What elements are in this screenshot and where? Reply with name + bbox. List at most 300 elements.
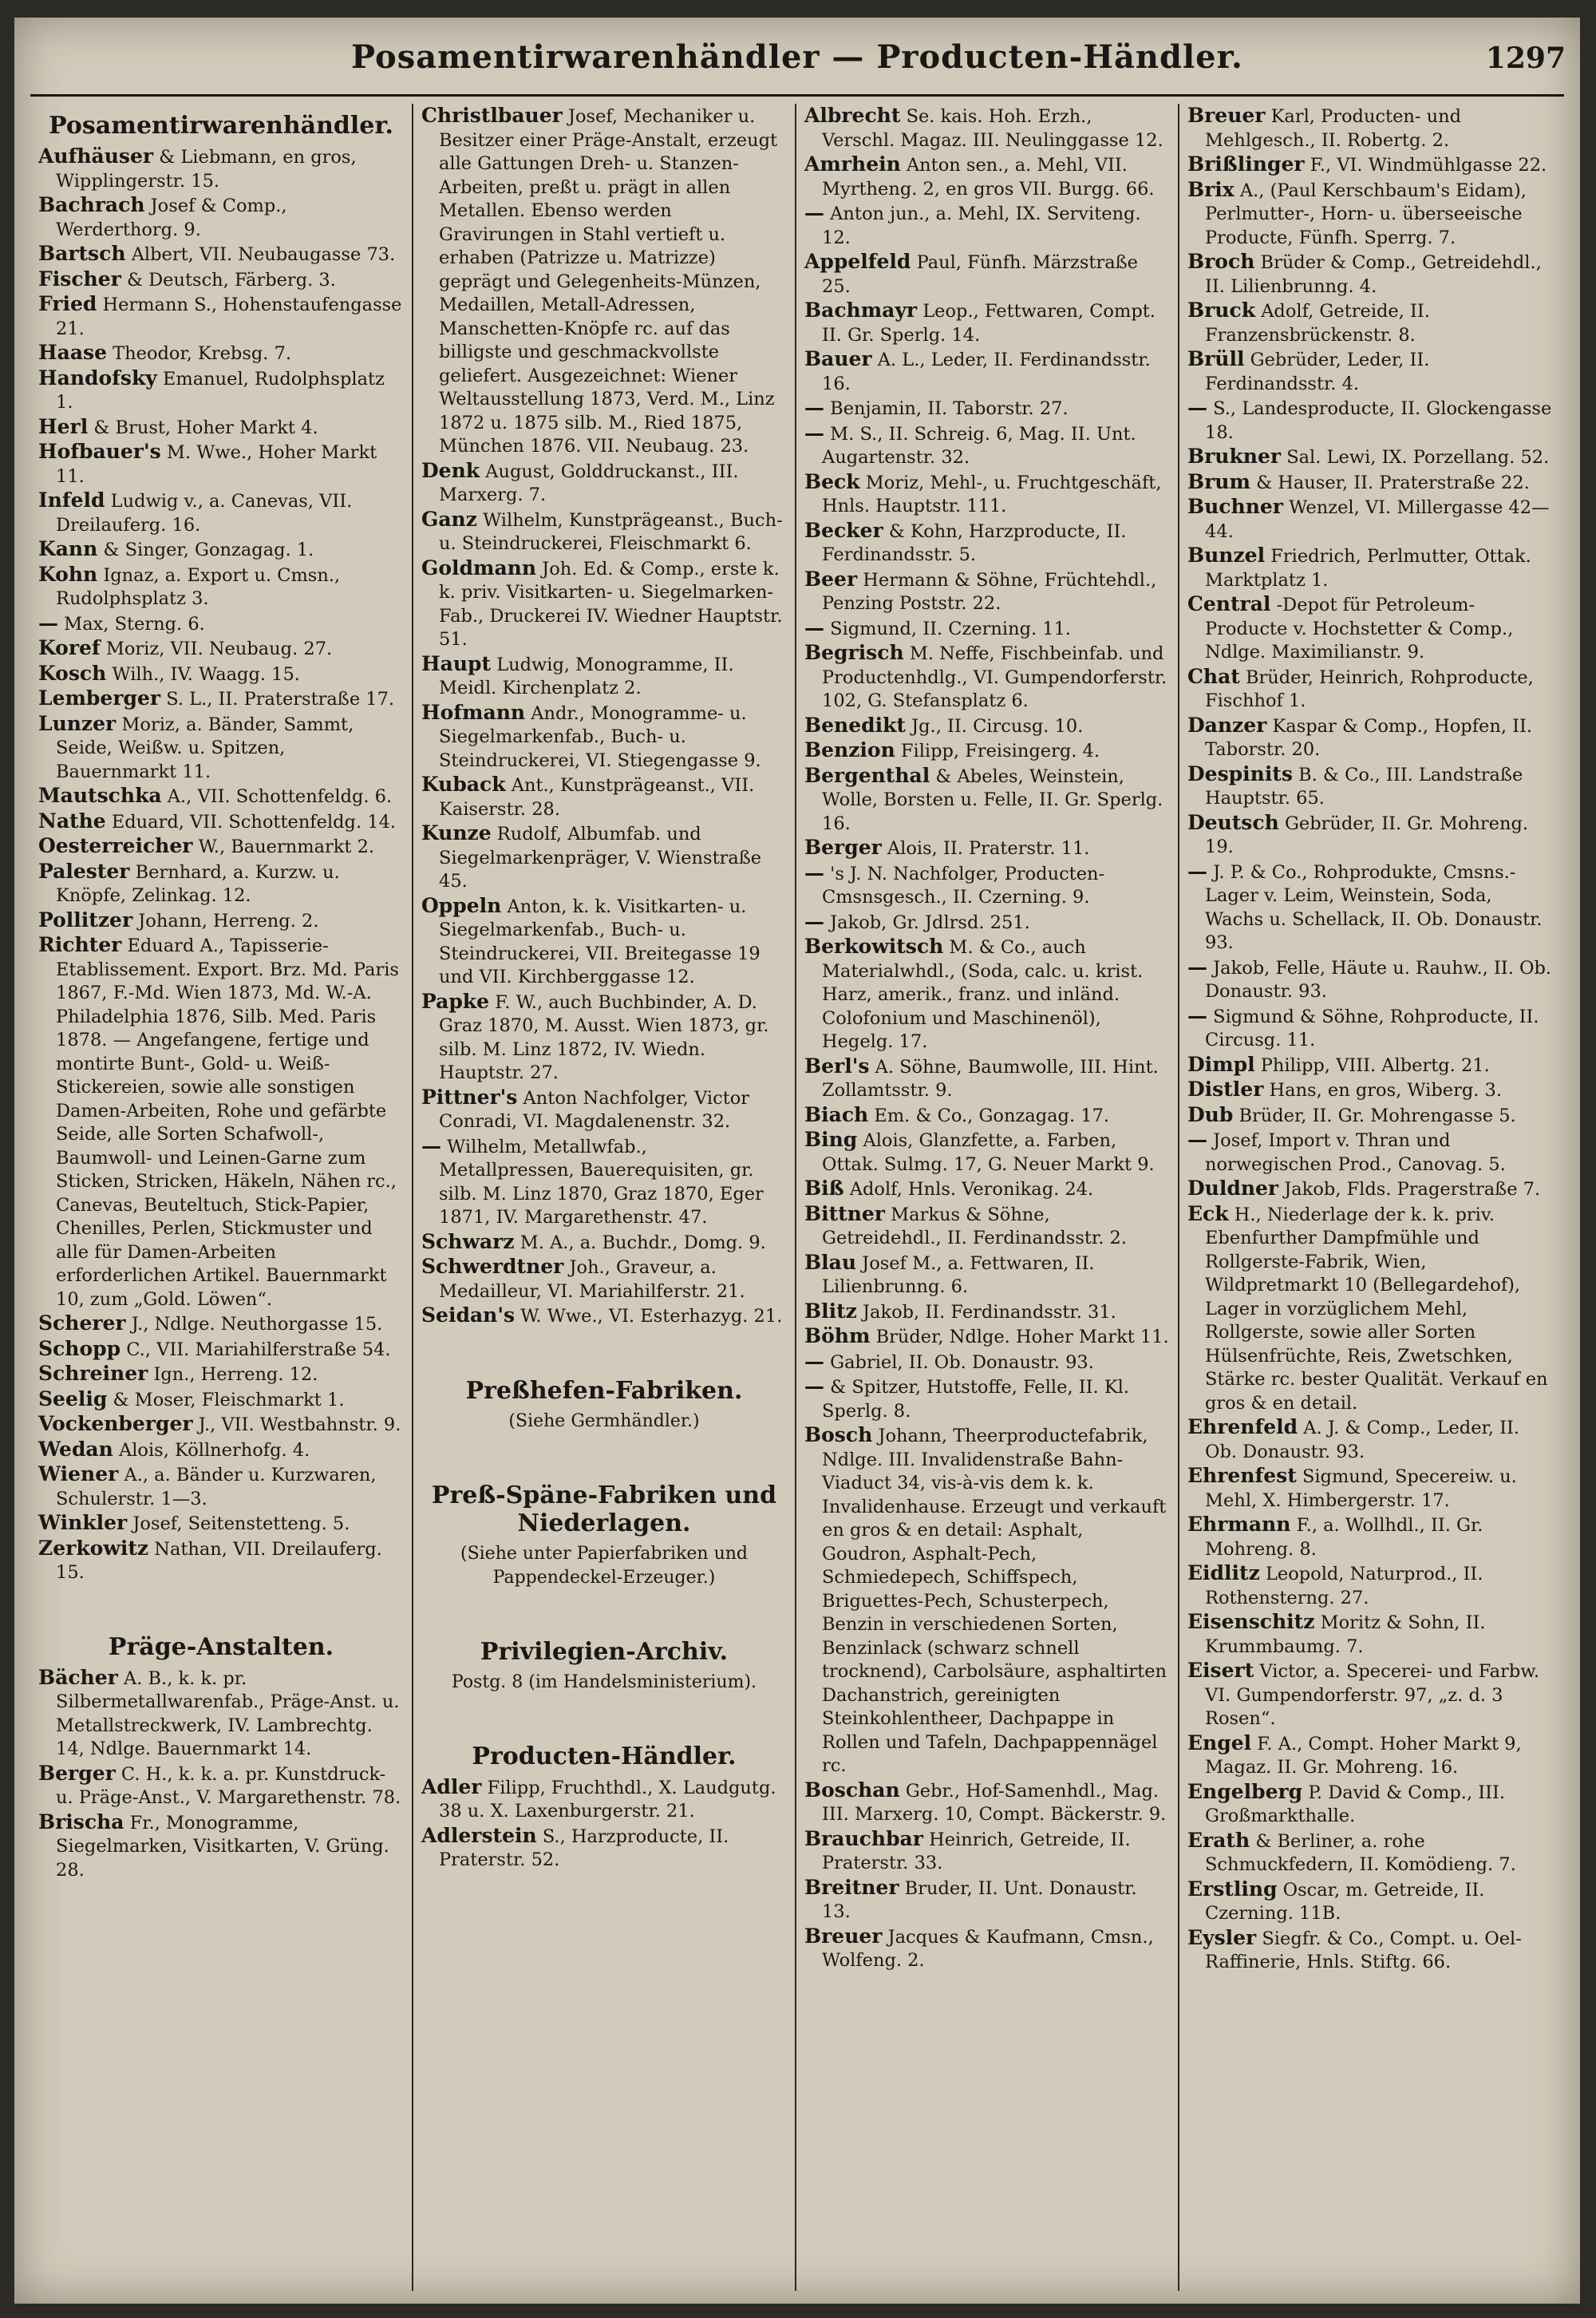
entry-text: & Moser, Fleischmarkt 1. (113, 1389, 345, 1410)
entry-text: Alois, II. Praterstr. 11. (887, 838, 1090, 859)
entry-text: A. B., k. k. pr. Silbermetallwarenfab., Präge-Anst. u. Metallstreckwerk, IV. Lambrechtg. 14, Ndlge. Bauernmarkt 14. (56, 1667, 400, 1759)
directory-entry (1187, 811, 1555, 860)
entry-name: Vockenberger (38, 1412, 193, 1435)
entry-name: Oppeln (421, 893, 502, 917)
entry-name: Brißlinger (1187, 152, 1305, 176)
directory-entry (1187, 470, 1555, 496)
directory-entry (38, 860, 404, 908)
entry-name: Richter (38, 933, 122, 956)
directory-entry (421, 821, 787, 894)
entry-name: Bauer (804, 347, 872, 370)
entry-name: Bruck (1187, 299, 1256, 322)
entry-name: Eck (1187, 1201, 1229, 1225)
entry-text: & Kohn, Harzproducte, II. Ferdinandsstr. 5. (822, 520, 1127, 565)
entry-name: Kunze (421, 821, 492, 845)
directory-entry (804, 347, 1170, 396)
entry-name: Haupt (421, 651, 492, 675)
entry-name: Schreiner (38, 1362, 148, 1385)
entry-text: J. P. & Co., Rohprodukte, Cmsns.-Lager v. Leim, Weinstein, Soda, Wachs u. Schellack, II. Ob. Donaustr. 93. (1205, 861, 1543, 953)
entry-text: Fr., Monogramme, Siegelmarken, Visitkarten, V. Grüng. 28. (56, 1812, 389, 1881)
entry-text: Paul, Fünfh. Märzstraße 25. (822, 252, 1138, 297)
directory-entry (38, 366, 404, 415)
entry-text: W. Wwe., VI. Esterhazyg. 21. (520, 1306, 783, 1327)
entry-text: Jacques & Kaufmann, Cmsn., Wolfeng. 2. (822, 1926, 1154, 1971)
directory-entry (1187, 1128, 1555, 1177)
entry-text: Moritz & Sohn, II. Krummbaumg. 7. (1205, 1612, 1486, 1657)
directory-entry (804, 1202, 1170, 1251)
directory-entry (38, 1438, 404, 1463)
entry-name: — (1187, 396, 1207, 419)
entry-name: Berkowitsch (804, 935, 944, 958)
directory-entry (421, 459, 787, 508)
entry-text: Johann, Theerproductefabrik, Ndlge. III. Invalidenstraße Bahn-Viaduct 34, vis-à-vis dem k. k. Invalidenhause. Erzeugt und verkauft en gros & en detail: Asphalt, Goudron, Asphalt-Pech, Schmiedepech, Schiffspech, Briguettes-Pech, Schusterpech, Benzin in verschiedenen Sorten, Benzinlack (schwarz schnell trocknend), Carbolsäure, asphaltirten Dachanstrich, gereinigten Steinkohlentheer, Dachpappe in Rollen und Tafeln, Dachpappennägel rc. (822, 1426, 1167, 1776)
entry-text: Ant., Kunstprägeanst., VII. Kaiserstr. 28. (439, 775, 755, 820)
entry-name: Haase (38, 341, 107, 364)
entry-name: Deutsch (1187, 810, 1279, 834)
entry-name: Engel (1187, 1731, 1252, 1754)
directory-entry (38, 834, 404, 860)
directory-entry (38, 809, 404, 835)
directory-entry (804, 568, 1170, 616)
entry-text: M. Neffe, Fischbeinfab. und Productenhdlg., VI. Gumpendorferstr. 102, G. Stefansplatz 6. (822, 643, 1167, 711)
entry-name: Eysler (1187, 1925, 1257, 1949)
entry-text: H., Niederlage der k. k. priv. Ebenfurther Dampfmühle und Rollgerste-Fabrik, Wien, Wildpretmarkt 10 (Bellegardehof), Lager in vorzüglichem Mehl, Rollgerste, sowie aller Sorten Hülsenfrüchte, Reis, Zwetschken, Stärke rc. bester Qualität. Verkauf en gros & en detail. (1205, 1204, 1548, 1414)
entry-name: — (421, 1133, 441, 1157)
entry-name: Eidlitz (1187, 1561, 1260, 1584)
section-note: Postg. 8 (im Handelsministerium). (451, 1671, 757, 1692)
directory-entry (1187, 1926, 1555, 1975)
directory-entry (804, 641, 1170, 714)
directory-entry (1187, 665, 1555, 714)
entry-name: Koref (38, 636, 101, 659)
entry-text: Jakob, Felle, Häute u. Rauhw., II. Ob. Donaustr. 93. (1205, 957, 1551, 1002)
directory-entry (804, 1103, 1170, 1129)
entry-name: Engelberg (1187, 1779, 1303, 1803)
entry-name: Kann (38, 537, 98, 560)
entry-name: — (804, 396, 824, 419)
entry-text: Bruder, II. Unt. Donaustr. 13. (822, 1877, 1137, 1922)
directory-entry (1187, 1731, 1555, 1780)
entry-name: Beck (804, 469, 860, 493)
directory-entry (38, 636, 404, 662)
entry-text: A. Söhne, Baumwolle, III. Hint. Zollamtsstr. 9. (822, 1056, 1159, 1101)
directory-entry (1187, 178, 1555, 251)
directory-entry (38, 267, 404, 293)
directory-entry (804, 1876, 1170, 1924)
entry-name: Zerkowitz (38, 1536, 149, 1560)
directory-entry (804, 616, 1170, 642)
entry-name: Bachmayr (804, 299, 918, 322)
directory-entry (38, 1462, 404, 1511)
entry-text: F., VI. Windmühlgasse 22. (1310, 155, 1547, 176)
entry-name: Böhm (804, 1324, 871, 1347)
entry-text: Alois, Glanzfette, a. Farben, Ottak. Sulmg. 17, G. Neuer Markt 9. (822, 1130, 1155, 1175)
entry-text: Josef & Comp., Werderthorg. 9. (56, 196, 287, 240)
entry-name: Brüll (1187, 347, 1245, 370)
directory-entry (38, 1337, 404, 1363)
section-heading: Preß-Späne-Fabriken und Niederlagen. (431, 1481, 777, 1537)
entry-text: & Singer, Gonzagag. 1. (103, 540, 314, 560)
entry-text: Leopold, Naturprod., II. Rothensterng. 27. (1205, 1564, 1483, 1608)
entry-name: Distler (1187, 1078, 1264, 1101)
entry-text: Moriz, Mehl-, u. Fruchtgeschäft, Hnls. Hauptstr. 111. (822, 472, 1162, 516)
directory-entry (1187, 955, 1555, 1004)
directory-entry (1187, 592, 1555, 665)
entry-text: Brüder & Comp., Getreidehdl., II. Lilienbrunng. 4. (1205, 252, 1542, 297)
directory-entry (804, 470, 1170, 519)
running-title: Posamentirwarenhändler — Producten-Händler. (351, 38, 1243, 76)
directory-entry (1187, 495, 1555, 544)
entry-text: Wilh., IV. Waagg. 15. (112, 663, 300, 685)
directory-entry (421, 701, 787, 773)
entry-text: Adolf, Getreide, II. Franzensbrückenstr. 8. (1205, 301, 1430, 346)
directory-entry (1187, 1829, 1555, 1877)
directory-entry (804, 396, 1170, 421)
entry-name: Pittner's (421, 1085, 518, 1109)
directory-entry (38, 1666, 404, 1762)
entry-text: Alois, Köllnerhofg. 4. (118, 1439, 310, 1461)
entry-text: Gebr., Hof-Samenhdl., Mag. III. Marxerg. 10, Compt. Bäckerstr. 9. (822, 1780, 1167, 1825)
entry-text: Gebrüder, Leder, II. Ferdinandsstr. 4. (1205, 350, 1430, 394)
entry-name: Aufhäuser (38, 144, 154, 168)
entry-name: Kuback (421, 773, 506, 796)
entry-text: Em. & Co., Gonzagag. 17. (874, 1105, 1110, 1126)
directory-entry (38, 1537, 404, 1585)
entry-text: Anton Nachfolger, Victor Conradi, VI. Magdalenenstr. 32. (439, 1087, 750, 1132)
directory-entry (804, 1251, 1170, 1299)
directory-entry (1187, 1610, 1555, 1659)
entry-text: Brüder, Heinrich, Rohproducte, Fischhof 1. (1205, 667, 1534, 711)
entry-text: Johann, Herreng. 2. (138, 910, 319, 932)
entry-name: Wiener (38, 1462, 119, 1485)
entry-name: — (804, 909, 824, 933)
entry-name: Benedikt (804, 713, 906, 737)
entry-text: Hans, en gros, Wiberg. 3. (1269, 1080, 1502, 1101)
entry-name: Breuer (804, 1924, 883, 1948)
entry-text: Max, Sterng. 6. (64, 613, 205, 635)
directory-entry (804, 299, 1170, 347)
entry-name: Pollitzer (38, 908, 133, 932)
directory-entry (804, 910, 1170, 936)
entry-name: Berl's (804, 1054, 870, 1078)
directory-entry (1187, 1561, 1555, 1610)
entry-name: Bosch (804, 1423, 873, 1446)
entry-text: & Brust, Hoher Markt 4. (93, 417, 318, 438)
entry-name: Benzion (804, 738, 895, 761)
entry-text: Eduard, VII. Schottenfeldg. 14. (111, 811, 397, 833)
entry-text: B. & Co., III. Landstraße Hauptstr. 65. (1205, 764, 1523, 809)
entry-name: Bartsch (38, 242, 126, 265)
entry-text: A. J. & Comp., Leder, II. Ob. Donaustr. 93. (1205, 1418, 1520, 1462)
directory-entry (1187, 1078, 1555, 1103)
entry-text: Adolf, Hnls. Veronikag. 24. (849, 1179, 1094, 1200)
directory-entry (38, 784, 404, 809)
entry-name: Fried (38, 292, 97, 315)
entry-name: Herl (38, 414, 89, 438)
entry-text: Josef M., a. Fettwaren, II. Lilienbrunng. 6. (822, 1252, 1095, 1297)
directory-entry (1187, 1513, 1555, 1561)
entry-name: Erstling (1187, 1877, 1278, 1901)
entry-name: Beer (804, 567, 858, 591)
entry-text: A., VII. Schottenfeldg. 6. (167, 786, 393, 807)
entry-text: Sigmund, II. Czerning. 11. (830, 618, 1072, 639)
directory-entry (804, 714, 1170, 739)
entry-name: Eisenschitz (1187, 1610, 1315, 1633)
entry-name: Handofsky (38, 366, 157, 390)
entry-name: Bittner (804, 1201, 885, 1225)
entry-text: Albert, VII. Neubaugasse 73. (131, 244, 396, 265)
entry-name: Ehrenfest (1187, 1464, 1297, 1487)
directory-entry (421, 1255, 787, 1303)
entry-name: — (1187, 955, 1207, 979)
header-rule (30, 94, 1564, 97)
entry-name: Bing (804, 1128, 858, 1151)
entry-name: Brum (1187, 469, 1250, 493)
directory-entry (1187, 544, 1555, 592)
entry-text: S. L., II. Praterstraße 17. (166, 689, 395, 710)
entry-text: Brüder, Ndlge. Hoher Markt 11. (875, 1327, 1169, 1347)
section-heading: Preßhefen-Fabriken. (465, 1376, 743, 1405)
entry-name: Brukner (1187, 445, 1282, 468)
entry-text: & Berliner, a. rohe Schmuckfedern, II. Komödieng. 7. (1205, 1830, 1516, 1875)
entry-name: Bächer (38, 1665, 118, 1689)
entry-text: M. & Co., auch Materialwhdl., (Soda, calc. u. krist. Harz, amerik., franz. und inländ. Colofonium und Maschinenöl), Hegelg. 17. (822, 937, 1144, 1052)
directory-entry (38, 1412, 404, 1438)
directory-entry (804, 1924, 1170, 1973)
entry-name: — (804, 615, 824, 639)
column-3 (796, 104, 1179, 2291)
directory-entry (1187, 1464, 1555, 1513)
entry-name: — (804, 860, 824, 884)
entry-text: C., VII. Mariahilferstraße 54. (126, 1339, 391, 1360)
entry-text: Kaspar & Comp., Hopfen, II. Taborstr. 20. (1205, 715, 1533, 760)
entry-text: Se. kais. Hoh. Erzh., Verschl. Magaz. III. Neulinggasse 12. (822, 106, 1163, 151)
directory-entry (38, 1810, 404, 1883)
entry-text: Josef, Seitenstetteng. 5. (132, 1513, 350, 1534)
entry-name: Ehrmann (1187, 1513, 1291, 1536)
directory-entry (1187, 1659, 1555, 1731)
entry-name: Duldner (1187, 1177, 1279, 1200)
entry-text: Eduard A., Tapisserie-Etablissement. Export. Brz. Md. Paris 1867, F.-Md. Wien 1873, Md. W.-A. Philadelphia 1876, Silb. Med. Paris 1878. — Angefangene, fertige und montirte Bunt-, Gold- u. Weiß-Stickereien, sowie alle sonstigen Damen-Arbeiten, Rohe und gefärbte Seide, alle Sorten Schafwoll-, Baumwoll- und Leinen-Garne zum Sticken, Stricken, Häkeln, Nähen rc., Canevas, Beuteltuch, Stick-Papier, Chenilles, Perlen, Stickmuster und alle für Damen-Arbeiten erforderlichen Artikel. Bauernmarkt 10, zum „Gold. Löwen“. (56, 936, 399, 1310)
directory-entry (804, 519, 1170, 568)
entry-name: — (1187, 859, 1207, 883)
entry-text: Gabriel, II. Ob. Donaustr. 93. (830, 1351, 1094, 1373)
entry-name: Bergenthal (804, 763, 930, 787)
section-note: (Siehe Germhändler.) (508, 1410, 700, 1431)
entry-name: Breitner (804, 1875, 899, 1899)
directory-entry (804, 764, 1170, 837)
directory-entry (421, 894, 787, 990)
directory-entry (1187, 762, 1555, 811)
entry-text: Anton sen., a. Mehl, VII. Myrtheng. 2, en gros VII. Burgg. 66. (822, 155, 1155, 200)
entry-name: Erath (1187, 1828, 1250, 1852)
entry-text: S., Harzproducte, II. Praterstr. 52. (439, 1826, 729, 1870)
directory-entry (1187, 250, 1555, 299)
entry-name: — (1187, 1003, 1207, 1027)
entry-text: Andr., Monogramme- u. Siegelmarkenfab., Buch- u. Steindruckerei, VI. Stiegengasse 9. (439, 702, 761, 771)
directory-entry (421, 1303, 787, 1329)
directory-entry (1187, 1780, 1555, 1829)
directory-entry (421, 1134, 787, 1230)
entry-name: — (38, 611, 58, 635)
directory-entry (421, 1775, 787, 1824)
entry-text: Brüder, II. Gr. Mohrengasse 5. (1238, 1105, 1516, 1126)
directory-entry (804, 1778, 1170, 1827)
entry-text: C. H., k. k. a. pr. Kunstdruck- u. Präge-Anst., V. Margarethenstr. 78. (56, 1763, 401, 1808)
directory-entry (804, 738, 1170, 764)
entry-text: Hermann & Söhne, Früchtehdl., Penzing Poststr. 22. (822, 569, 1157, 614)
entry-text: Rudolf, Albumfab. und Siegelmarkenpräger, V. Wienstraße 45. (439, 824, 762, 892)
entry-name: Hofbauer's (38, 440, 161, 463)
directory-entry (421, 1230, 787, 1256)
entry-text: Nathan, VII. Dreilauferg. 15. (56, 1538, 382, 1583)
entry-name: Winkler (38, 1511, 128, 1534)
entry-text: Gebrüder, II. Gr. Mohreng. 19. (1205, 813, 1529, 857)
entry-name: Christlbauer (421, 104, 563, 127)
entry-name: Schopp (38, 1336, 121, 1360)
directory-entry (38, 1762, 404, 1810)
directory-entry (38, 415, 404, 441)
entry-name: Palester (38, 859, 130, 883)
directory-entry (1187, 1103, 1555, 1129)
directory-entry (421, 1086, 787, 1134)
directory-entry (38, 1311, 404, 1337)
entry-text: 's J. N. Nachfolger, Producten-Cmsnsgesch., II. Czerning. 9. (822, 863, 1105, 908)
entry-name: Wedan (38, 1437, 113, 1461)
directory-entry (38, 686, 404, 712)
directory-entry (804, 1324, 1170, 1350)
entry-text: Emanuel, Rudolphsplatz 1. (56, 368, 385, 413)
directory-entry (1187, 1877, 1555, 1926)
entry-text: Moriz, VII. Neubaug. 27. (105, 639, 333, 659)
section-note: (Siehe unter Papierfabriken und Pappendeckel-Erzeuger.) (460, 1543, 748, 1588)
entry-name: Seidan's (421, 1303, 516, 1327)
entry-text: P. David & Comp., III. Großmarkthalle. (1205, 1782, 1506, 1826)
entry-text: Sigmund, Specereiw. u. Mehl, X. Himbergerstr. 17. (1205, 1466, 1517, 1511)
directory-entry (804, 152, 1170, 201)
entry-name: Berger (804, 836, 882, 859)
entry-name: Oesterreicher (38, 834, 193, 857)
entry-name: Boschan (804, 1778, 900, 1802)
directory-entry (421, 990, 787, 1086)
entry-text: M. S., II. Schreig. 6, Mag. II. Unt. Augartenstr. 32. (822, 423, 1136, 468)
entry-name: Amrhein (804, 152, 901, 176)
directory-entry (38, 712, 404, 785)
directory-entry (38, 144, 404, 193)
entry-text: Wilhelm, Metallwfab., Metallpressen, Bauerequisiten, gr. silb. M. Linz 1870, Graz 1870, Eger 1871, IV. Margarethenstr. 47. (439, 1136, 764, 1228)
section-heading: Posamentirwarenhändler. (49, 112, 393, 140)
entry-name: Brauchbar (804, 1826, 923, 1850)
directory-entry (421, 104, 787, 459)
entry-name: — (804, 1349, 824, 1373)
entry-name: — (1187, 1128, 1207, 1151)
entry-name: — (804, 1375, 824, 1398)
entry-name: — (804, 421, 824, 445)
entry-text: Ludwig, Monogramme, II. Meidl. Kirchenplatz 2. (439, 654, 734, 698)
entry-name: — (804, 201, 824, 224)
directory-entry (1187, 1004, 1555, 1053)
directory-entry (1187, 1177, 1555, 1202)
entry-name: Eisert (1187, 1659, 1254, 1682)
entry-text: August, Golddruckanst., III. Marxerg. 7. (439, 461, 739, 505)
column-1 (30, 104, 413, 2291)
directory-entry (804, 935, 1170, 1054)
directory-entry (421, 508, 787, 556)
page-number: 1297 (1485, 42, 1566, 75)
directory-entry (804, 1128, 1170, 1177)
entry-text: Hermann S., Hohenstaufengasse 21. (56, 295, 402, 339)
entry-text: Leop., Fettwaren, Compt. II. Gr. Sperlg. 14. (822, 301, 1156, 346)
entry-text: M. A., a. Buchdr., Domg. 9. (519, 1232, 766, 1253)
directory-entry (38, 440, 404, 489)
entry-text: J., Ndlge. Neuthorgasse 15. (131, 1314, 383, 1335)
entry-text: Joh., Graveur, a. Medailleur, VI. Mariahilferstr. 21. (439, 1257, 745, 1302)
entry-text: & Deutsch, Färberg. 3. (126, 269, 336, 291)
directory-entry (804, 861, 1170, 910)
directory-entry (38, 662, 404, 687)
directory-entry (421, 652, 787, 701)
entry-name: Broch (1187, 250, 1255, 273)
entry-text: Ign., Herreng. 12. (153, 1364, 318, 1385)
entry-text: Jg., II. Circusg. 10. (911, 715, 1084, 737)
entry-name: Seelig (38, 1386, 108, 1410)
entry-name: Dub (1187, 1102, 1234, 1126)
entry-name: Chat (1187, 664, 1240, 688)
directory-entry (38, 537, 404, 563)
entry-name: Kosch (38, 661, 107, 685)
entry-name: Kohn (38, 562, 98, 586)
directory-entry (804, 104, 1170, 152)
directory-entry (1187, 1415, 1555, 1464)
directory-entry (804, 1054, 1170, 1103)
entry-text: Filipp, Freisingerg. 4. (900, 741, 1100, 761)
entry-text: Josef, Import v. Thran und norwegischen Prod., Canovag. 5. (1205, 1130, 1506, 1175)
entry-text: Karl, Producten- und Mehlgesch., II. Robertg. 2. (1205, 106, 1462, 151)
entry-text: & Spitzer, Hutstoffe, Felle, II. Kl. Sperlg. 8. (822, 1377, 1129, 1422)
entry-text: S., Landesproducte, II. Glockengasse 18. (1205, 398, 1552, 443)
directory-entry (1187, 860, 1555, 955)
entry-text: Jakob, Gr. Jdlrsd. 251. (830, 912, 1030, 933)
page-header (14, 38, 1580, 94)
entry-name: Scherer (38, 1311, 126, 1335)
directory-entry (804, 1299, 1170, 1325)
entry-text: F. W., auch Buchbinder, A. D. Graz 1870, M. Ausst. Wien 1873, gr. silb. M. Linz 1872, IV. Wiedn. Hauptstr. 27. (439, 991, 769, 1083)
entry-text: Markus & Söhne, Getreidehdl., II. Ferdinandsstr. 2. (822, 1204, 1127, 1248)
entry-name: Infeld (38, 489, 105, 512)
entry-name: Mautschka (38, 784, 162, 807)
entry-text: Jakob, II. Ferdinandsstr. 31. (863, 1301, 1116, 1323)
directory-page (14, 18, 1580, 2304)
entry-text: Ludwig v., a. Canevas, VII. Dreilauferg. 16. (56, 491, 353, 536)
directory-entry (38, 908, 404, 934)
entry-name: Adlerstein (421, 1823, 537, 1847)
directory-entry (38, 292, 404, 341)
entry-name: Denk (421, 458, 480, 482)
entry-name: Appelfeld (804, 250, 911, 273)
directory-entry (804, 1375, 1170, 1423)
entry-name: Becker (804, 518, 883, 542)
entry-name: Ehrenfeld (1187, 1415, 1298, 1438)
entry-name: Biach (804, 1102, 869, 1126)
entry-name: Schwerdtner (421, 1255, 564, 1278)
entry-text: & Abeles, Weinstein, Wolle, Borsten u. Felle, II. Gr. Sperlg. 16. (822, 765, 1163, 834)
entry-name: Bunzel (1187, 544, 1266, 567)
entry-name: Schwarz (421, 1229, 515, 1253)
directory-entry (804, 1350, 1170, 1375)
entry-name: Berger (38, 1761, 116, 1785)
entry-text: Oscar, m. Getreide, II. Czerning. 11B. (1205, 1879, 1485, 1924)
entry-text: Anton, k. k. Visitkarten- u. Siegelmarkenfab., Buch- u. Steindruckerei, VII. Breitegasse 19 und VII. Kirchberggasse 12. (439, 896, 760, 987)
